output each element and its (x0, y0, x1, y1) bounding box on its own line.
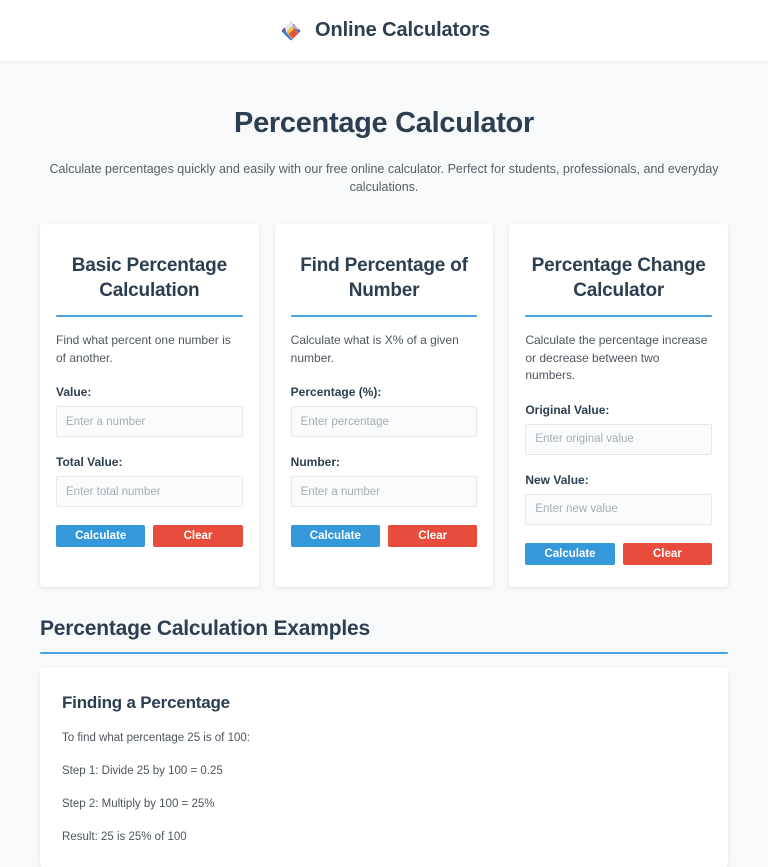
examples-section (40, 617, 728, 867)
card-title: Find Percentage of Number (300, 255, 468, 301)
example-line: Step 1: Divide 25 by 100 = 0.25 (62, 764, 223, 777)
examples-title-underline (40, 652, 728, 654)
number-input[interactable] (291, 476, 478, 507)
calculate-button[interactable]: Calculate (525, 543, 614, 565)
field-label-original-value: Original Value: (525, 402, 610, 417)
field-label-total-value: Total Value: (56, 455, 123, 470)
brand-title: Online Calculators (315, 19, 490, 41)
calculate-button[interactable]: Calculate (56, 525, 145, 547)
calculator-card-find-percentage-of-number (275, 224, 494, 587)
percentage-input[interactable] (291, 406, 478, 437)
total-value-input[interactable] (56, 476, 243, 507)
card-title-underline (525, 315, 712, 317)
field-label-new-value: New Value: (525, 472, 589, 487)
new-value-input[interactable] (525, 494, 712, 525)
clear-button[interactable]: Clear (388, 525, 477, 547)
example-line: Step 2: Multiply by 100 = 25% (62, 797, 215, 810)
card-description: Calculate the percentage increase or decrease between two numbers. (525, 333, 708, 383)
examples-section-title: Percentage Calculation Examples (40, 616, 370, 640)
example-line: To find what percentage 25 is of 100: (62, 731, 250, 744)
calculator-card-percentage-change (509, 224, 728, 587)
card-title: Basic Percentage Calculation (71, 255, 227, 301)
card-title: Percentage Change Calculator (531, 255, 706, 301)
card-title-underline (291, 315, 478, 317)
button-row (525, 543, 712, 565)
field-label-value: Value: (56, 385, 92, 400)
calculate-button[interactable]: Calculate (291, 525, 380, 547)
example-card-title: Finding a Percentage (62, 692, 230, 712)
page-body (0, 107, 768, 867)
clear-button[interactable]: Clear (153, 525, 242, 547)
calculator-cards (40, 224, 728, 587)
example-line: Result: 25 is 25% of 100 (62, 830, 187, 843)
field-label-percentage: Percentage (%): (290, 385, 382, 400)
page-title: Percentage Calculator (234, 107, 534, 139)
colored-diamond-logo-icon (278, 18, 304, 44)
calculator-card-basic-percentage (40, 224, 259, 587)
card-description: Calculate what is X% of a given number. (290, 333, 459, 365)
button-row (291, 525, 478, 547)
value-input[interactable] (56, 406, 243, 437)
original-value-input[interactable] (525, 424, 712, 455)
page-subtitle: Calculate percentages quickly and easily with our free online calculator. Perfect for students, professionals, and everyday calculations. (49, 162, 719, 194)
card-title-underline (56, 315, 243, 317)
brand[interactable] (278, 18, 490, 44)
card-description: Find what percent one number is of another. (56, 333, 231, 365)
site-header (0, 0, 768, 61)
clear-button[interactable]: Clear (623, 543, 712, 565)
field-label-number: Number: (290, 455, 341, 470)
button-row (56, 525, 243, 547)
example-card (40, 667, 728, 867)
